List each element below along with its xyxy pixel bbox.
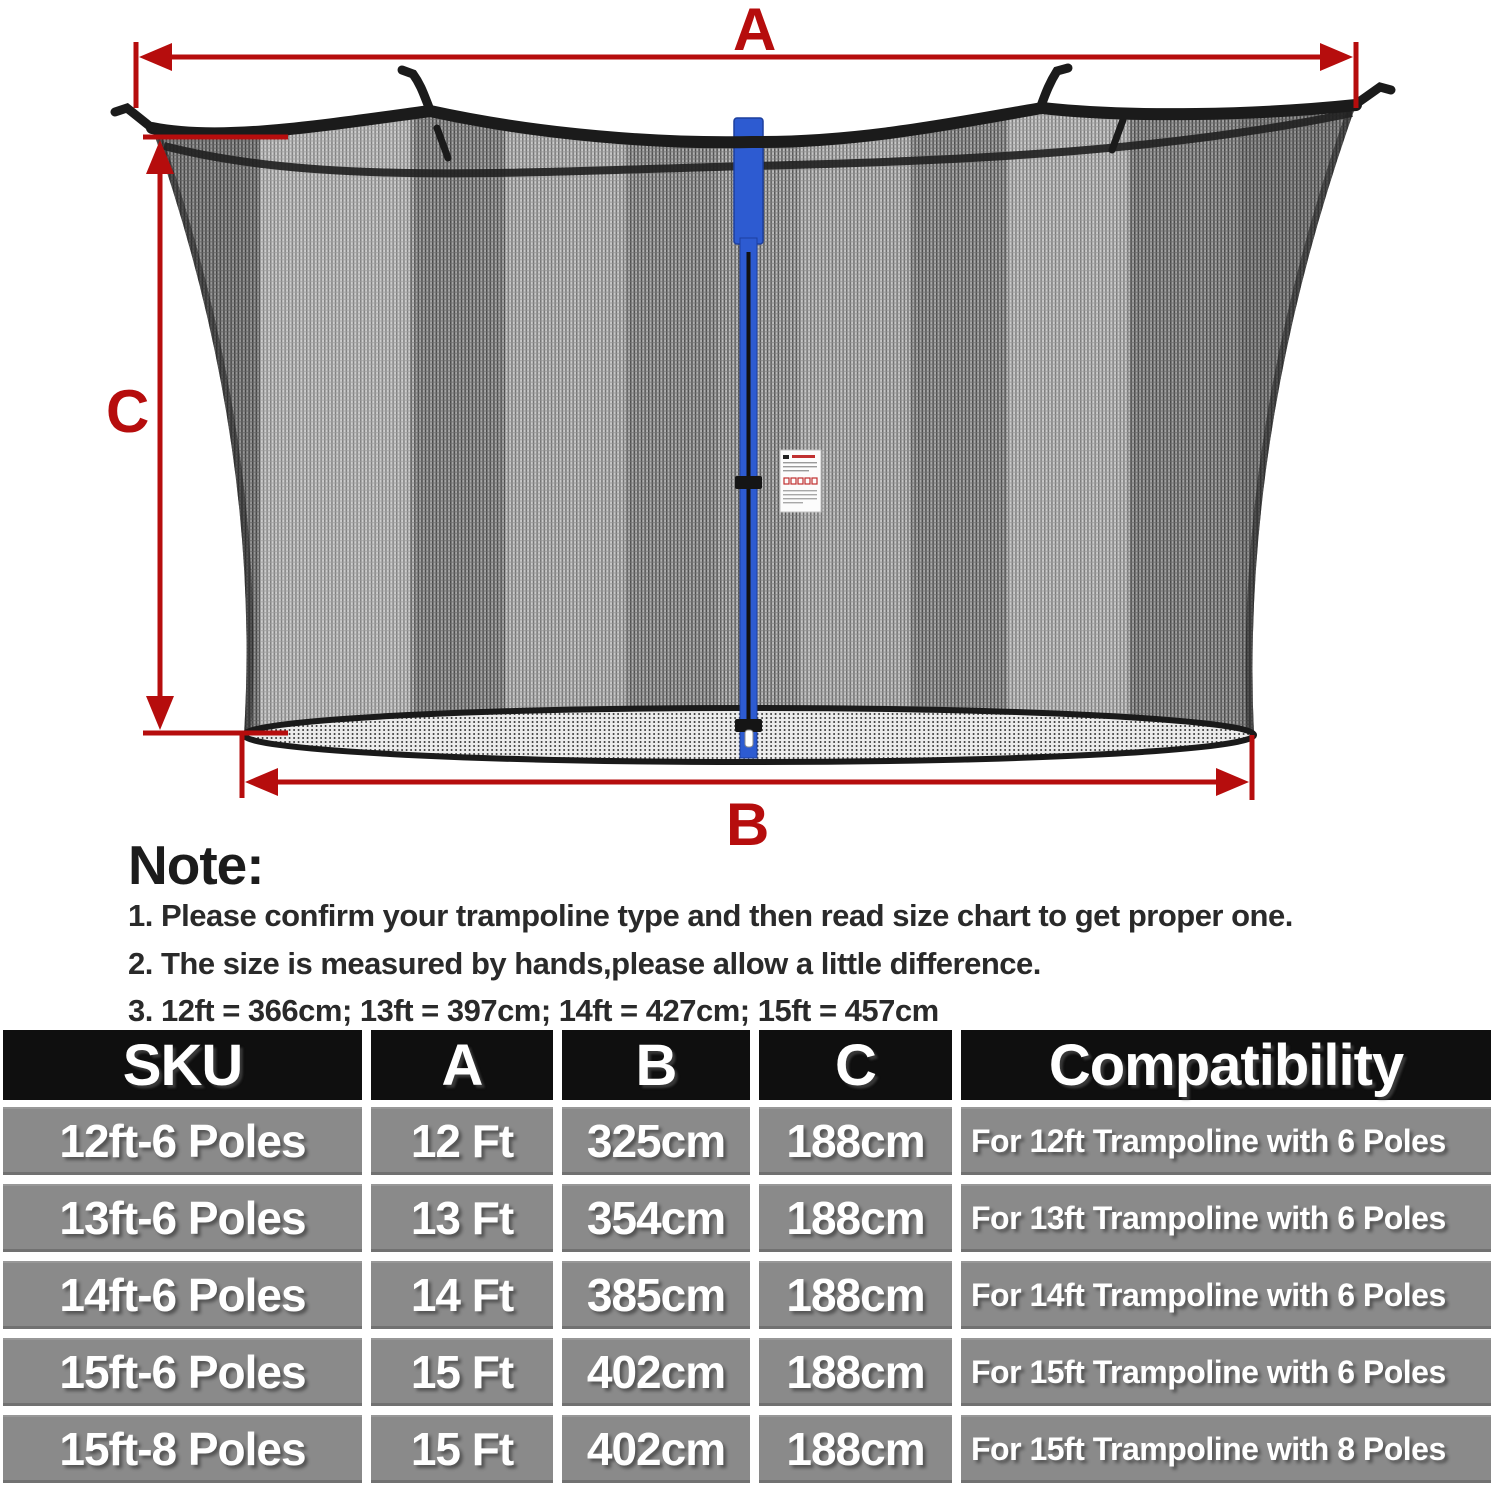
table-cell-sku: 15ft-8 Poles	[3, 1415, 362, 1483]
column-header-b: B	[562, 1030, 750, 1100]
table-cell-b: 385cm	[562, 1261, 750, 1329]
table-cell-b: 325cm	[562, 1107, 750, 1175]
table-cell-c: 188cm	[759, 1107, 952, 1175]
note-item-2: 2. The size is measured by hands,please allow a little difference.	[128, 946, 1041, 981]
table-cell-compatibility: For 13ft Trampoline with 6 Poles	[961, 1184, 1491, 1252]
table-cell-sku: 14ft-6 Poles	[3, 1261, 362, 1329]
table-cell-a: 15 Ft	[371, 1415, 553, 1483]
corner-tie-right	[1356, 87, 1391, 104]
column-header-compatibility: Compatibility	[961, 1030, 1491, 1100]
zipper-clip-middle	[735, 476, 762, 489]
zipper-pull	[745, 730, 753, 747]
dimension-c-label: C	[106, 378, 150, 445]
table-cell-c: 188cm	[759, 1261, 952, 1329]
table-cell-b: 402cm	[562, 1338, 750, 1406]
table-cell-sku: 12ft-6 Poles	[3, 1107, 362, 1175]
table-cell-b: 354cm	[562, 1184, 750, 1252]
table-cell-c: 188cm	[759, 1415, 952, 1483]
note-title: Note:	[128, 834, 264, 896]
note-item-3: 3. 12ft = 366cm; 13ft = 397cm; 14ft = 427cm; 15ft = 457cm	[128, 993, 939, 1028]
dimension-a-label: A	[733, 0, 777, 63]
corner-tie-left	[115, 108, 152, 128]
table-cell-sku: 13ft-6 Poles	[3, 1184, 362, 1252]
column-header-c: C	[759, 1030, 952, 1100]
size-chart-table	[3, 1030, 1491, 1483]
note-item-1: 1. Please confirm your trampoline type and then read size chart to get proper one.	[128, 898, 1293, 933]
table-cell-b: 402cm	[562, 1415, 750, 1483]
column-header-a: A	[371, 1030, 553, 1100]
table-cell-compatibility: For 14ft Trampoline with 6 Poles	[961, 1261, 1491, 1329]
care-tag	[780, 450, 821, 512]
table-cell-a: 15 Ft	[371, 1338, 553, 1406]
top-tie-2	[1041, 68, 1068, 106]
table-cell-compatibility: For 15ft Trampoline with 6 Poles	[961, 1338, 1491, 1406]
dimension-b-label: B	[726, 791, 770, 858]
table-cell-a: 14 Ft	[371, 1261, 553, 1329]
top-tie-1	[402, 70, 430, 110]
table-cell-compatibility: For 15ft Trampoline with 8 Poles	[961, 1415, 1491, 1483]
column-header-sku: SKU	[3, 1030, 362, 1100]
table-cell-a: 13 Ft	[371, 1184, 553, 1252]
table-cell-sku: 15ft-6 Poles	[3, 1338, 362, 1406]
dimension-a	[136, 0, 1356, 108]
table-cell-a: 12 Ft	[371, 1107, 553, 1175]
table-cell-c: 188cm	[759, 1184, 952, 1252]
table-cell-c: 188cm	[759, 1338, 952, 1406]
table-cell-compatibility: For 12ft Trampoline with 6 Poles	[961, 1107, 1491, 1175]
